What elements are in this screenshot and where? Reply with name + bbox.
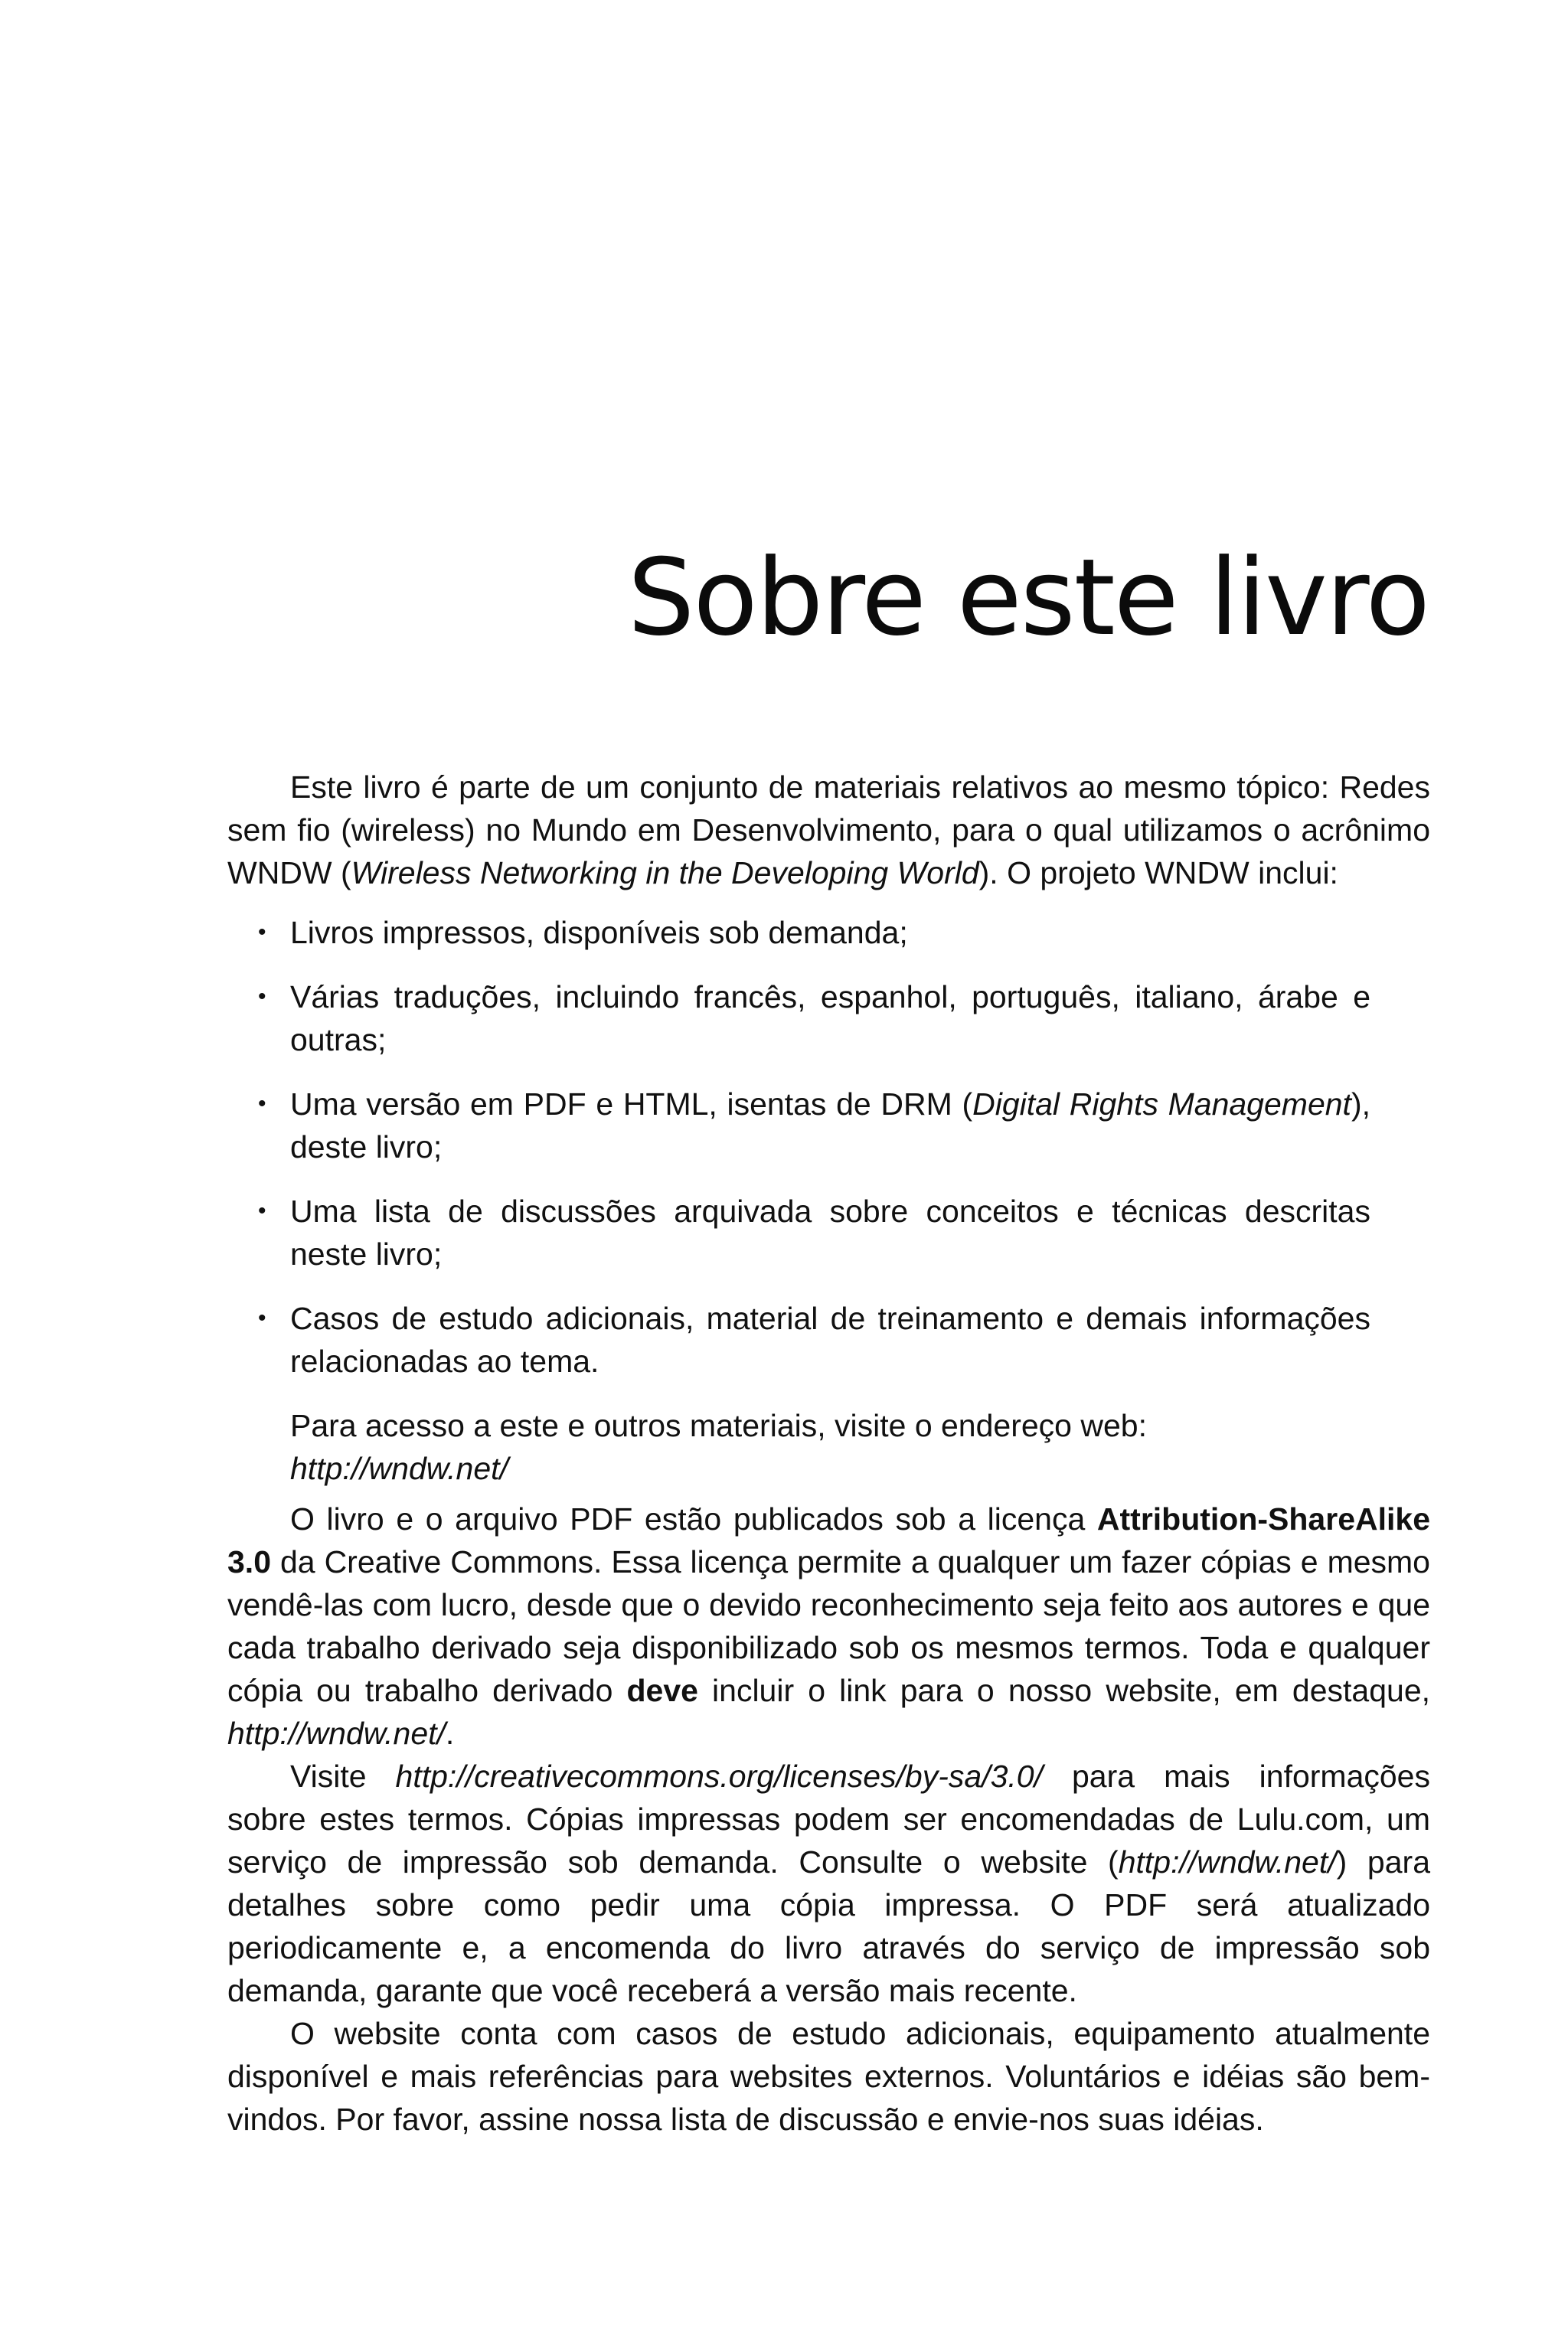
list-item: • Uma lista de discussões arquivada sobre conceitos e técnicas descritas neste livro; xyxy=(290,1190,1370,1276)
list-item xyxy=(290,1083,1370,1168)
license-name: Attribution-ShareAlike 3.0 xyxy=(227,1501,1430,1579)
intro-paragraph xyxy=(227,766,1430,894)
license-paragraph xyxy=(227,1498,1430,1755)
list-item: • Várias traduções, incluindo francês, espanhol, português, italiano, árabe e outras; xyxy=(290,975,1370,1061)
visit-paragraph xyxy=(227,1755,1430,2012)
intro-end-text: ). O projeto WNDW inclui: xyxy=(978,855,1338,890)
access-text: Para acesso a este e outros materiais, visite o endereço web: xyxy=(290,1408,1147,1443)
list-item-text: Uma versão em PDF e HTML, isentas de DRM ( xyxy=(290,1086,973,1122)
list-item-italic-text: Digital Rights Management xyxy=(972,1086,1351,1122)
list-item: • Casos de estudo adicionais, material de treinamento e demais informações relacionadas ao tema. xyxy=(290,1297,1370,1383)
license-text: . xyxy=(445,1716,455,1751)
license-text: incluir o link para o nosso website, em destaque, xyxy=(697,1673,1431,1708)
page-title: Sobre este livro xyxy=(627,536,1429,659)
list-item: • Livros impressos, disponíveis sob demanda; xyxy=(290,911,1370,954)
website-paragraph: O website conta com casos de estudo adicionais, equipamento atualmente disponível e mais referências para websites externos. Voluntários e idéias são bem-vindos. Por favor, assine nossa lista de discussão e envie-nos suas idéias. xyxy=(227,2016,1430,2137)
page-body xyxy=(227,766,1430,2141)
visit-text: Visite xyxy=(290,1759,396,1794)
license-text: da Creative Commons. Essa licença permite a qualquer um fazer cópias e mesmo vendê-las com lucro, desde que o devido reconhecimento seja feito aos autores e que cada trabalho derivado seja disponibilizado sob os mesmos termos. Toda e qualquer cópia ou trabalho derivado xyxy=(227,1544,1430,1708)
intro-text: Este livro é parte de um conjunto de materiais relativos ao mesmo tópico: Redes sem fio (wireless) no Mundo em Desenvolvimento, para o qual utilizamos o acrônimo WNDW ( xyxy=(227,769,1430,890)
license-emphasis: deve xyxy=(626,1673,698,1708)
license-text: O livro e o arquivo PDF estão publicados sob a licença xyxy=(290,1501,1097,1537)
project-items-list xyxy=(227,911,1430,1383)
intro-italic-text: Wireless Networking in the Developing World xyxy=(351,855,979,890)
wndw-link[interactable]: http://wndw.net/ xyxy=(1118,1844,1337,1880)
list-item-text: ), deste livro; xyxy=(290,1086,1370,1165)
wndw-link[interactable]: http://wndw.net/ xyxy=(227,1716,446,1751)
access-paragraph xyxy=(290,1404,1430,1490)
creativecommons-link[interactable]: http://creativecommons.org/licenses/by-sa/3.0/ xyxy=(395,1759,1043,1794)
wndw-link[interactable]: http://wndw.net/ xyxy=(290,1451,508,1486)
visit-text: ) para detalhes sobre como pedir uma cópia impressa. O PDF será atualizado periodicamente e, a encomenda do livro através do serviço de impressão sob demanda, garante que você receberá a versão mais recente. xyxy=(227,1844,1430,2008)
visit-text: para mais informações sobre estes termos. Cópias impressas podem ser encomendadas de Lulu.com, um serviço de impressão sob demanda. Consulte o website ( xyxy=(227,1759,1430,1880)
